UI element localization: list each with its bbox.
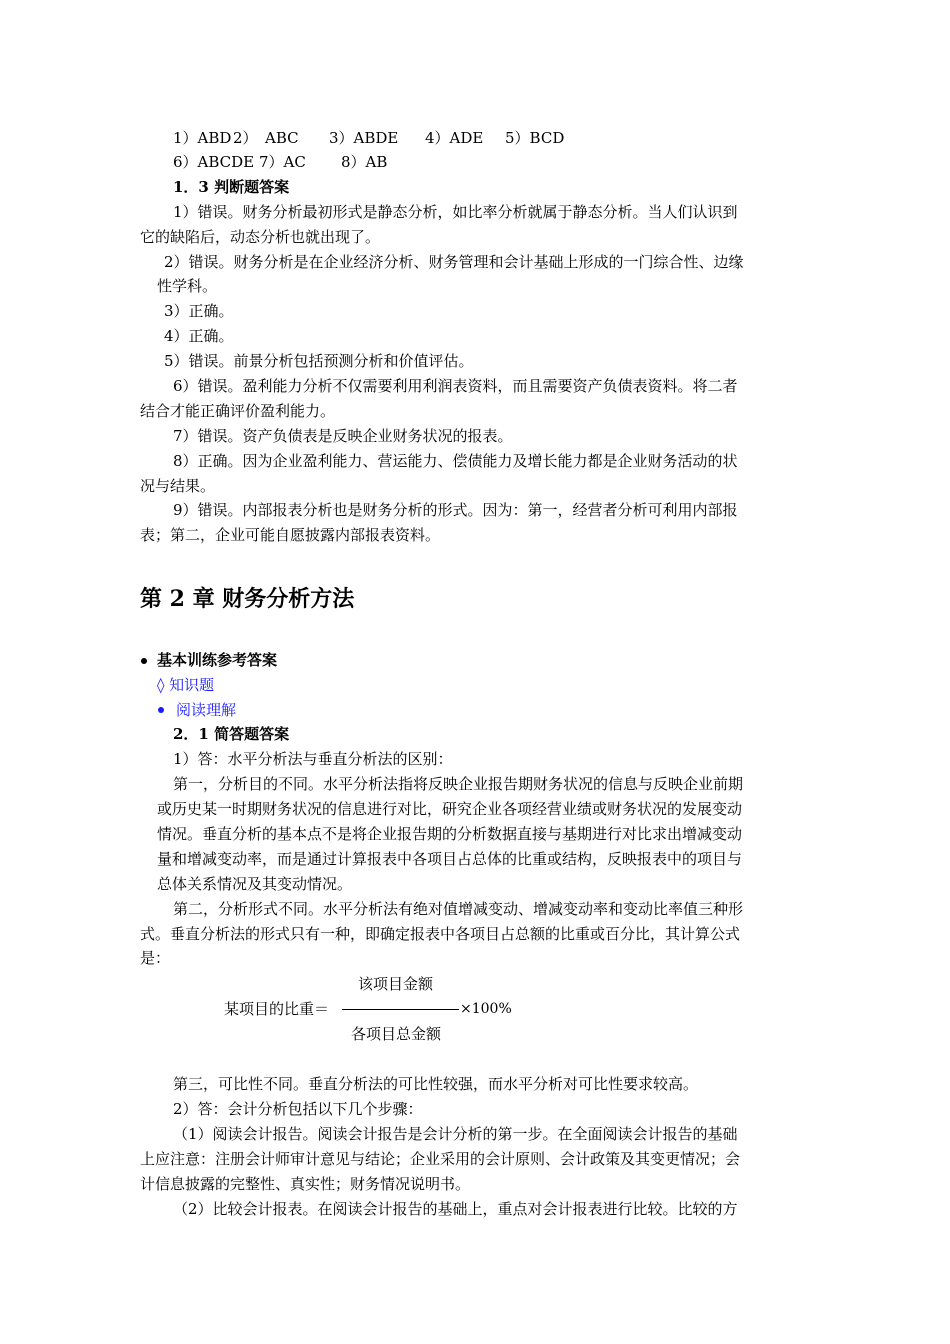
q1-p3: 第三，可比性不同。垂直分析法的可比性较强，而水平分析对可比性要求较高。: [173, 1075, 699, 1093]
reading-link[interactable]: 阅读理解: [176, 701, 237, 719]
q2-step1-line-1: （1）阅读会计报告。阅读会计报告是会计分析的第一步。在全面阅读会计报告的基础: [173, 1125, 738, 1143]
q1-p1-line-2: 或历史某一时期财务状况的信息进行对比，研究企业各项经营业绩或财务状况的发展变动: [157, 800, 743, 818]
basic-training-heading: 基本训练参考答案: [157, 651, 278, 669]
q1-p1-line-1: 第一，分析目的不同。水平分析法指将反映企业报告期财务状况的信息与反映企业前期: [173, 775, 744, 793]
answers-row-1: [173, 126, 564, 150]
q1-p1-line-5: 总体关系情况及其变动情况。: [157, 875, 353, 893]
judgment-8-line-1: 8）正确。因为企业盈利能力、营运能力、偿债能力及增长能力都是企业财务活动的状: [173, 452, 738, 470]
judgment-1-line-2: 它的缺陷后，动态分析也就出现了。: [140, 228, 381, 246]
answer-3: 3）ABDE: [329, 129, 399, 147]
answer-2: 2） ABC: [233, 129, 299, 147]
formula-denominator: 各项目总金额: [351, 1025, 442, 1043]
judgment-6-line-2: 结合才能正确评价盈利能力。: [140, 402, 336, 420]
formula-left: 某项目的比重＝: [224, 1000, 330, 1018]
q1-p2-line-3: 是：: [140, 949, 171, 967]
section-2-1-heading: 2．1 简答题答案: [173, 725, 290, 743]
formula-right: ×100%: [460, 1001, 512, 1017]
knowledge-link[interactable]: ◊ 知识题: [157, 676, 215, 694]
judgment-7: 7）错误。资产负债表是反映企业财务状况的报表。: [173, 427, 513, 445]
q1-p1-line-4: 量和增减变动率，而是通过计算报表中各项目占总体的比重或结构，反映报表中的项目与: [157, 850, 743, 868]
chapter-2-heading: 第 2 章 财务分析方法: [140, 586, 355, 612]
answer-5: 5）BCD: [505, 129, 565, 147]
q2-intro: 2）答：会计分析包括以下几个步骤：: [173, 1100, 423, 1118]
judgment-5: 5）错误。前景分析包括预测分析和价值评估。: [164, 352, 474, 370]
q2-step1-line-3: 计信息披露的完整性、真实性；财务情况说明书。: [140, 1175, 471, 1193]
judgment-3: 3）正确。: [164, 302, 234, 320]
judgment-9-line-1: 9）错误。内部报表分析也是财务分析的形式。因为：第一，经营者分析可利用内部报: [173, 501, 738, 519]
answer-1: 1）ABD: [173, 129, 232, 147]
q1-p2-line-2: 式。垂直分析法的形式只有一种，即确定报表中各项目占总额的比重或百分比，其计算公式: [140, 925, 741, 943]
bullet-icon: [158, 707, 164, 713]
fraction-bar: [342, 1009, 459, 1010]
section-1-3-heading: 1．3 判断题答案: [173, 178, 290, 196]
formula-numerator: 该项目金额: [358, 975, 434, 993]
q1-p1-line-3: 情况。垂直分析的基本点不是将企业报告期的分析数据直接与基期进行对比求出增减变动: [157, 825, 743, 843]
judgment-2-line-1: 2）错误。财务分析是在企业经济分析、财务管理和会计基础上形成的一门综合性、边缘: [164, 253, 744, 271]
judgment-9-line-2: 表；第二，企业可能自愿披露内部报表资料。: [140, 526, 441, 544]
q2-step1-line-2: 上应注意：注册会计师审计意见与结论；企业采用的会计原则、会计政策及其变更情况；会: [140, 1150, 741, 1168]
judgment-8-line-2: 况与结果。: [140, 477, 216, 495]
answers-row-2: [173, 150, 387, 174]
answer-4: 4）ADE: [425, 129, 484, 147]
answer-8: 8）AB: [341, 153, 388, 171]
judgment-6-line-1: 6）错误。盈利能力分析不仅需要利用利润表资料，而且需要资产负债表资料。将二者: [173, 377, 738, 395]
answer-6: 6）ABCDE: [173, 153, 255, 171]
bullet-icon: [141, 658, 147, 664]
answer-7: 7）AC: [259, 153, 306, 171]
judgment-1-line-1: 1）错误。财务分析最初形式是静态分析，如比率分析就属于静态分析。当人们认识到: [173, 203, 738, 221]
q1-intro: 1）答：水平分析法与垂直分析法的区别：: [173, 750, 453, 768]
judgment-4: 4）正确。: [164, 327, 234, 345]
q1-p2-line-1: 第二，分析形式不同。水平分析法有绝对值增减变动、增减变动率和变动比率值三种形: [173, 900, 744, 918]
judgment-2-line-2: 性学科。: [157, 277, 218, 295]
q2-step2-line-1: （2）比较会计报表。在阅读会计报告的基础上，重点对会计报表进行比较。比较的方: [173, 1200, 738, 1218]
